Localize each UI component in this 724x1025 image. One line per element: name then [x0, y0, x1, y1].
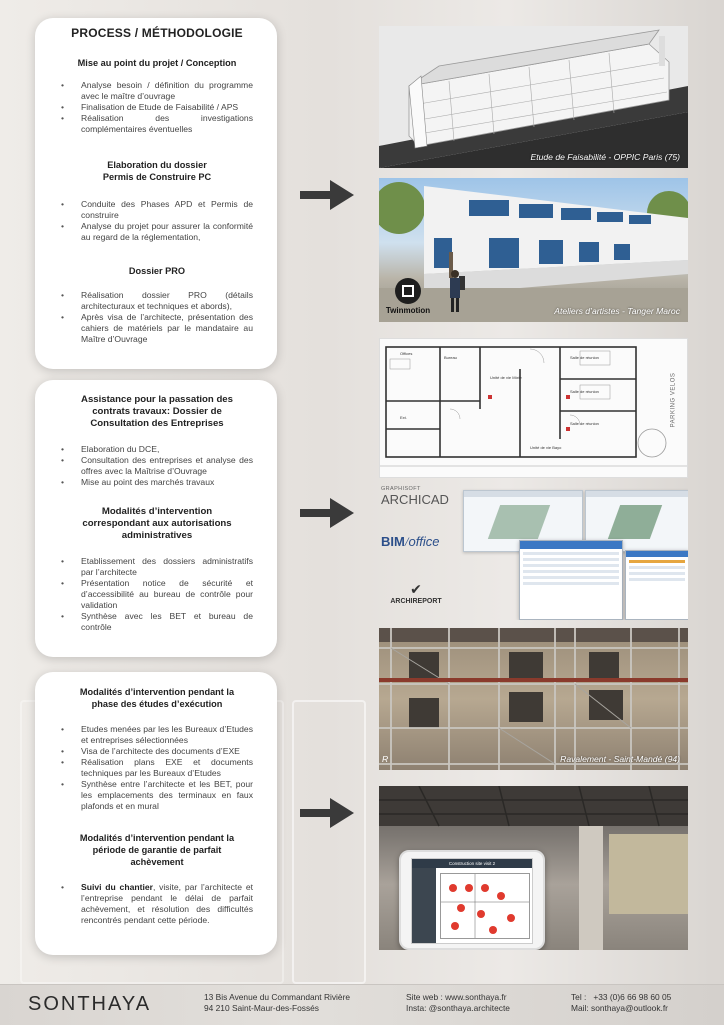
section-heading: Mise au point du projet / Conception [77, 58, 237, 68]
building-section-illustration [379, 26, 688, 168]
address [204, 992, 350, 1014]
list-item: • Après visa de l’architecte, présentation des cahiers de matériels par le mandataire au Maître d’Ouvrage [61, 312, 253, 345]
section-heading: Modalités d’intervention pendant la phase des études d’exécution [79, 687, 235, 709]
image-software-tools [379, 486, 688, 620]
web-contacts [406, 992, 510, 1014]
list-item: • Etablissement des dossiers administratifs par l’architecte [61, 556, 253, 578]
room-label: Salle de réunion [570, 389, 599, 394]
archicad-logo [381, 486, 449, 507]
list-item: • Réalisation plans EXE et documents techniques par les Bureaux d’Etudes [61, 757, 253, 779]
list-item [61, 882, 253, 926]
image-feasibility-section [379, 26, 688, 168]
card-conception [35, 18, 277, 369]
room-label: Unité de vie Bayo [530, 445, 562, 450]
list-item: • Mise au point des marchés travaux [61, 477, 253, 488]
list-item-text: , visite, par l’architecte et l’entreprise pendant le délai de parfait achèvement, et résolution des difficultés rencontrés pendant cette période. [81, 882, 253, 925]
brand-logo: SONTHAYA [28, 993, 152, 1015]
plan-side-label: PARKING VELOS [670, 372, 677, 428]
list-item: • Synthèse entre l’architecte et les BET, pour les emplacements des terminaux en faux plafonds et en mural [61, 779, 253, 812]
tablet-plan-markers [441, 874, 529, 938]
instagram-link[interactable]: Insta: @sonthaya.architecte [406, 1003, 510, 1013]
card-execution [35, 672, 277, 955]
tablet-device [399, 850, 545, 950]
checkmark-icon: ✔ [410, 581, 422, 597]
image-floor-plan [379, 338, 688, 478]
wall-moulding [292, 700, 366, 984]
address-line: 13 Bis Avenue du Commandant Rivière [204, 992, 351, 1002]
card-consultation [35, 380, 277, 657]
section-heading [61, 159, 253, 183]
room-label: Ext. [400, 415, 407, 420]
section-heading-line: Permis de Construire PC [102, 172, 212, 182]
twinmotion-icon [395, 278, 421, 304]
bullet-list [61, 199, 253, 243]
list-item: • Conduite des Phases APD et Permis de construire [61, 199, 253, 221]
tablet-header-title: Construction site visit 2 [448, 861, 496, 866]
floor-plan-drawing [380, 339, 687, 477]
phone-number: +33 (0)6 66 98 60 05 [593, 992, 672, 1002]
list-item: • Consultation des entreprises et analyse des offres avec la Maîtrise d’Ouvrage [61, 455, 253, 477]
list-item: • Finalisation de Etude de Faisabilité / APS [61, 102, 253, 113]
bullet-list [61, 290, 253, 345]
software-screenshot [625, 550, 688, 620]
phone-label: Tel : [571, 992, 587, 1002]
section-heading-line: Elaboration du dossier [107, 160, 207, 170]
arrow-right-icon [300, 798, 354, 828]
phone-line[interactable] [571, 992, 671, 1003]
section-heading: Modalités d’intervention pendant la période de garantie de parfait achèvement [79, 833, 235, 867]
room-label: Salle de réunion [570, 421, 599, 426]
list-item: • Présentation notice de sécurité et d’accessibilité au bureau de contrôle pour validation [61, 578, 253, 611]
email-link[interactable]: Mail: sonthaya@outlook.fr [571, 1003, 668, 1013]
twinmotion-logo [385, 278, 431, 315]
bullet-list [61, 444, 253, 488]
list-item: • Etudes menées par les les Bureaux d’Etudes et entreprises sélectionnées [61, 724, 253, 746]
image-site-supervision [379, 786, 688, 950]
bullet-list [61, 724, 253, 812]
scaffolding-illustration [379, 628, 688, 770]
bullet-list [61, 556, 253, 633]
room-label: Bureau [444, 355, 457, 360]
bullet-list [61, 882, 253, 926]
address-line: 94 210 Saint-Maur-des-Fossés [204, 1003, 319, 1013]
list-item: • Visa de l’architecte des documents d’EXE [61, 746, 253, 757]
tablet-header [412, 859, 532, 868]
bold-text: Suivi du chantier [81, 882, 153, 892]
image-caption: Ateliers d’artistes - Tanger Maroc [554, 306, 680, 316]
list-item: • Synthèse avec les BET et bureau de contrôle [61, 611, 253, 633]
archicad-label: ARCHICAD [381, 492, 449, 507]
image-artist-studios-render [379, 178, 688, 322]
list-item: • Elaboration du DCE, [61, 444, 253, 455]
archireport-logo [381, 582, 451, 605]
image-caption: Ravalement - Saint-Mandé (94) [560, 754, 680, 764]
image-letter: R [382, 754, 389, 764]
image-caption: Etude de Faisabilité - OPPIC Paris (75) [530, 152, 680, 162]
twinmotion-label: Twinmotion [385, 306, 431, 315]
section-heading: Modalités d’intervention correspondant aux autorisations administratives [82, 506, 232, 541]
list-item: • Analyse du projet pour assurer la conformité au regard de la réglementation, [61, 221, 253, 243]
archireport-label: ARCHIREPORT [390, 598, 442, 605]
bimoffice-logo: BIM/office [381, 534, 440, 549]
website-link[interactable]: Site web : www.sonthaya.fr [406, 992, 507, 1002]
page-title: PROCESS / MÉTHODOLOGIE [71, 26, 243, 40]
list-item: • Réalisation des investigations complémentaires éventuelles [61, 113, 253, 135]
office-label: office [408, 534, 440, 549]
image-facade-renovation [379, 628, 688, 770]
software-screenshot [519, 540, 623, 620]
tablet-screen [411, 858, 533, 944]
list-item: • Analyse besoin / définition du programme avec le maître d’ouvrage [61, 80, 253, 102]
bim-label: BIM [381, 534, 405, 549]
arrow-right-icon [300, 498, 354, 528]
graphisoft-label: GRAPHISOFT [381, 486, 421, 492]
section-heading: Dossier PRO [128, 266, 186, 276]
footer [0, 984, 724, 1025]
bullet-list [61, 80, 253, 135]
phone-mail [571, 992, 671, 1014]
list-item: • Réalisation dossier PRO (détails architecturaux et techniques et abords), [61, 290, 253, 312]
section-heading: Assistance pour la passation des contrats travaux: Dossier de Consultation des Entreprises [81, 394, 233, 429]
room-label: Offices [400, 351, 413, 356]
arrow-right-icon [300, 180, 354, 210]
room-label: Salle de réunion [570, 355, 599, 360]
room-label: Unité de vie Mixte [490, 375, 522, 380]
